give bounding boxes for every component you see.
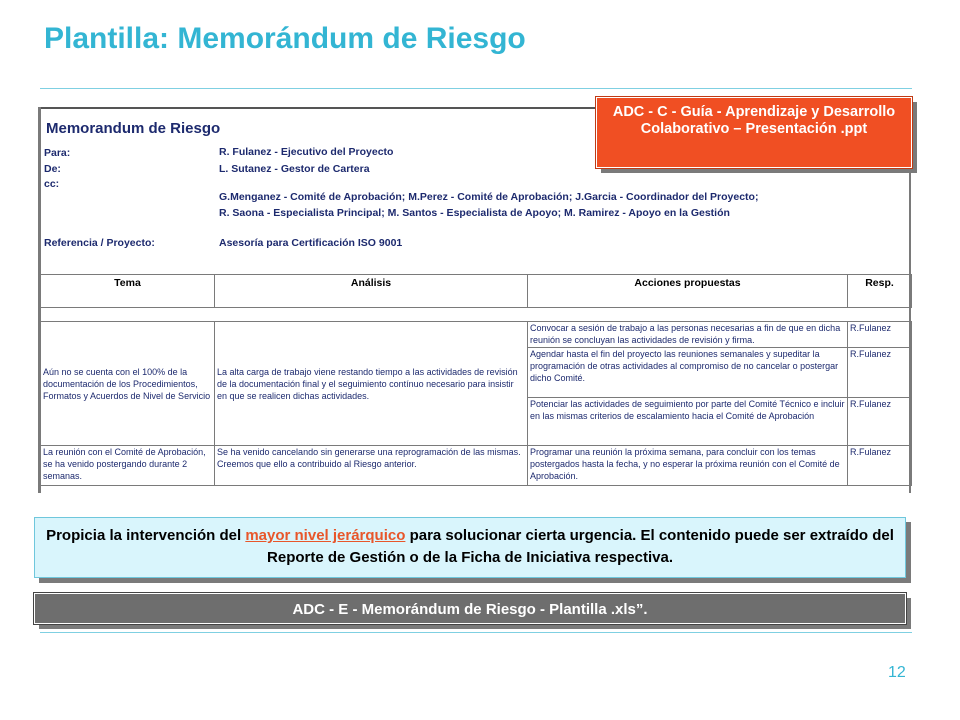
referencia-value: Asesoría para Certificación ISO 9001 xyxy=(219,237,403,249)
top-divider xyxy=(40,88,912,89)
col-header-analisis: Análisis xyxy=(215,275,528,308)
action-cell: Convocar a sesión de trabajo a las personas necesarias a fin de que en dicha reunión se concluyan las actividades de revisión y firma. xyxy=(528,322,848,348)
resp-cell: R.Fulanez xyxy=(848,322,912,348)
risk-analisis-cell: Se ha venido cancelando sin generarse una reprogramación de las mismas. Creemos que ello a contribuido al Riesgo anterior. xyxy=(215,446,528,486)
action-cell: Programar una reunión la próxima semana, para concluir con los temas postergados hasta la fecha, y no esperar la próxima reunión con el Comité de Aprobación. xyxy=(528,446,848,486)
memo-risk-table xyxy=(40,321,912,486)
col-header-resp: Resp. xyxy=(848,275,912,308)
description-text-end: para solucionar cierta urgencia. El contenido puede ser extraído del Reporte de Gestión o de la Ficha de Iniciativa respectiva. xyxy=(267,527,894,566)
cc-value-line1: G.Menganez - Comité de Aprobación; M.Perez - Comité de Aprobación; J.Garcia - Coordinador del Proyecto; xyxy=(219,191,759,203)
action-cell: Potenciar las actividades de seguimiento por parte del Comité Técnico e incluir en las mismas criterios de escalamiento hacia el Comité de Aprobación xyxy=(528,398,848,446)
slide-title: Plantilla: Memorándum de Riesgo xyxy=(44,22,526,55)
memo-column-headers xyxy=(40,274,912,308)
referencia-label: Referencia / Proyecto: xyxy=(44,237,155,249)
action-cell: Agendar hasta el fin del proyecto las reuniones semanales y supeditar la programación de otras actividades al compromiso de no cancelar o postergar dicho Comité. xyxy=(528,348,848,398)
risk-analisis-cell: La alta carga de trabajo viene restando tiempo a las actividades de revisión de la documentación final y el seguimiento contínuo necesario para insistir en que se realicen dichas actividades. xyxy=(215,322,528,446)
risk-tema-cell: La reunión con el Comité de Aprobación, se ha venido postergando durante 2 semanas. xyxy=(41,446,215,486)
col-header-tema: Tema xyxy=(41,275,215,308)
resp-cell: R.Fulanez xyxy=(848,398,912,446)
resp-cell: R.Fulanez xyxy=(848,446,912,486)
cc-value-line2: R. Saona - Especialista Principal; M. Santos - Especialista de Apoyo; M. Ramirez - Apoyo en la Gestión xyxy=(219,207,730,219)
cc-label: cc: xyxy=(44,178,60,190)
page-number: 12 xyxy=(888,664,906,681)
resp-cell: R.Fulanez xyxy=(848,348,912,398)
description-text-start: Propicia la intervención del xyxy=(46,527,246,544)
risk-tema-cell: Aún no se cuenta con el 100% de la documentación de los Procedimientos, Formatos y Acuerdos de Nivel de Servicio xyxy=(41,322,215,446)
reference-callout-xls: ADC - E - Memorándum de Riesgo - Plantilla .xls”. xyxy=(34,593,906,624)
de-label: De: xyxy=(44,163,61,175)
table-row xyxy=(41,322,912,348)
col-header-acciones: Acciones propuestas xyxy=(528,275,848,308)
para-label: Para: xyxy=(44,147,71,159)
description-callout xyxy=(34,517,906,578)
de-value: L. Sutanez - Gestor de Cartera xyxy=(219,163,370,175)
table-row xyxy=(41,446,912,486)
mayor-nivel-link[interactable]: mayor nivel jerárquico xyxy=(245,527,406,544)
reference-callout-ppt: ADC - C - Guía - Aprendizaje y Desarrollo Colaborativo – Presentación .ppt xyxy=(596,97,912,168)
memo-title: Memorandum de Riesgo xyxy=(46,120,221,137)
bottom-divider xyxy=(40,632,912,633)
para-value: R. Fulanez - Ejecutivo del Proyecto xyxy=(219,146,394,158)
